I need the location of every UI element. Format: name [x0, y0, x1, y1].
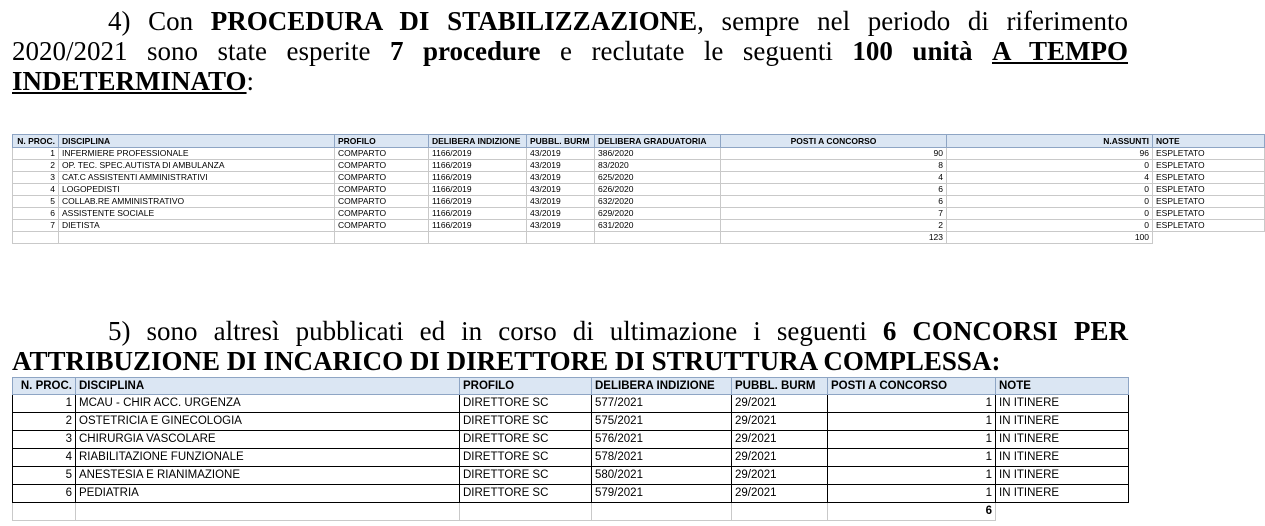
- column-header: PUBBL. BURM: [732, 378, 828, 395]
- table-header-row: [13, 378, 1129, 395]
- total-assunti-cell: 100: [947, 232, 1153, 244]
- table-cell: 0: [947, 160, 1153, 172]
- table-cell: COMPARTO: [335, 148, 429, 160]
- table-cell: IN ITINERE: [996, 431, 1129, 449]
- table-cell: 5: [13, 196, 59, 208]
- column-header: DELIBERA INDIZIONE: [429, 135, 527, 148]
- table-cell: 632/2020: [595, 196, 721, 208]
- table-cell: IN ITINERE: [996, 467, 1129, 485]
- table-cell: 0: [947, 220, 1153, 232]
- table-cell: COLLAB.RE AMMINISTRATIVO: [59, 196, 335, 208]
- column-header: DELIBERA GRADUATORIA: [595, 135, 721, 148]
- table-cell: 5: [13, 467, 76, 485]
- table-cell: RIABILITAZIONE FUNZIONALE: [76, 449, 460, 467]
- table-cell: ESPLETATO: [1153, 196, 1265, 208]
- table-cell: 580/2021: [592, 467, 732, 485]
- table-cell: OP. TEC. SPEC.AUTISTA DI AMBULANZA: [59, 160, 335, 172]
- table-cell: 29/2021: [732, 467, 828, 485]
- column-header: NOTE: [1153, 135, 1265, 148]
- table-cell: DIRETTORE SC: [460, 449, 592, 467]
- table-cell: DIRETTORE SC: [460, 467, 592, 485]
- table-cell: DIRETTORE SC: [460, 431, 592, 449]
- table-cell: COMPARTO: [335, 172, 429, 184]
- table-cell: ESPLETATO: [1153, 172, 1265, 184]
- table-cell: ASSISTENTE SOCIALE: [59, 208, 335, 220]
- table-cell: 83/2020: [595, 160, 721, 172]
- table-cell: 1: [828, 413, 996, 431]
- totals-row: [13, 232, 1265, 244]
- table-cell: 43/2019: [527, 148, 595, 160]
- table-cell: 6: [721, 184, 947, 196]
- section-4-paragraph: 4) Con PROCEDURA DI STABILIZZAZIONE, sempre nel periodo di riferimento 2020/2021 sono state esperite 7 procedure e reclutate le seguenti 100 unità A TEMPO INDETERMINATO:: [12, 6, 1129, 96]
- table-cell: 1166/2019: [429, 184, 527, 196]
- table-cell: 43/2019: [527, 160, 595, 172]
- table-row: [13, 449, 1129, 467]
- table-cell: IN ITINERE: [996, 485, 1129, 503]
- table-cell: 29/2021: [732, 395, 828, 413]
- column-header: DISCIPLINA: [76, 378, 460, 395]
- table-cell: 43/2019: [527, 220, 595, 232]
- section-5-paragraph: 5) sono altresì pubblicati ed in corso di ultimazione i seguenti 6 CONCORSI PER ATTRIBUZIONE DI INCARICO DI DIRETTORE DI STRUTTURA COMPLESSA:: [12, 316, 1128, 376]
- table-cell: DIRETTORE SC: [460, 485, 592, 503]
- table-cell: COMPARTO: [335, 160, 429, 172]
- column-header: POSTI A CONCORSO: [828, 378, 996, 395]
- table-cell: [460, 503, 592, 521]
- table-cell: 29/2021: [732, 449, 828, 467]
- table-cell: [59, 232, 335, 244]
- column-header: PROFILO: [460, 378, 592, 395]
- table-cell: [592, 503, 732, 521]
- table-cell: INFERMIERE PROFESSIONALE: [59, 148, 335, 160]
- table-cell: 4: [13, 184, 59, 196]
- table-cell: 575/2021: [592, 413, 732, 431]
- table-cell: 96: [947, 148, 1153, 160]
- column-header: DISCIPLINA: [59, 135, 335, 148]
- table-cell: 7: [721, 208, 947, 220]
- table-row: [13, 184, 1265, 196]
- column-header: NOTE: [996, 378, 1129, 395]
- table-cell: ESPLETATO: [1153, 208, 1265, 220]
- table-cell: 1: [13, 148, 59, 160]
- table-cell: 0: [947, 208, 1153, 220]
- table-cell: 2: [13, 160, 59, 172]
- table-cell: 7: [13, 220, 59, 232]
- director-contests-table: [12, 377, 1129, 521]
- table-cell: 3: [13, 431, 76, 449]
- table-row: [13, 431, 1129, 449]
- table-cell: DIRETTORE SC: [460, 413, 592, 431]
- table-cell: 6: [13, 208, 59, 220]
- table-row: [13, 196, 1265, 208]
- table-cell: 629/2020: [595, 208, 721, 220]
- table-cell: PEDIATRIA: [76, 485, 460, 503]
- table-cell: 1: [828, 395, 996, 413]
- table-row: [13, 395, 1129, 413]
- column-header: POSTI A CONCORSO: [721, 135, 947, 148]
- table-cell: CHIRURGIA VASCOLARE: [76, 431, 460, 449]
- table-cell: [13, 503, 76, 521]
- table-cell: 3: [13, 172, 59, 184]
- table-cell: 1: [13, 395, 76, 413]
- table-cell: ANESTESIA E RIANIMAZIONE: [76, 467, 460, 485]
- table-cell: 1166/2019: [429, 196, 527, 208]
- table-cell: 6: [13, 485, 76, 503]
- table-cell: 43/2019: [527, 184, 595, 196]
- table-cell: 386/2020: [595, 148, 721, 160]
- total-posti-cell: 123: [721, 232, 947, 244]
- table-cell: IN ITINERE: [996, 413, 1129, 431]
- table-cell: 1166/2019: [429, 160, 527, 172]
- table-cell: 90: [721, 148, 947, 160]
- table-header-row: [13, 135, 1265, 148]
- table-cell: [527, 232, 595, 244]
- table-row: [13, 148, 1265, 160]
- column-header: N.ASSUNTI: [947, 135, 1153, 148]
- table-cell: COMPARTO: [335, 220, 429, 232]
- table-cell: [595, 232, 721, 244]
- table-cell: ESPLETATO: [1153, 148, 1265, 160]
- table-cell: 43/2019: [527, 196, 595, 208]
- table-cell: [732, 503, 828, 521]
- table-row: [13, 220, 1265, 232]
- table-cell: 8: [721, 160, 947, 172]
- table-cell: 0: [947, 184, 1153, 196]
- table-cell: 43/2019: [527, 208, 595, 220]
- table-cell: [996, 503, 1129, 521]
- table-cell: 4: [13, 449, 76, 467]
- table-cell: 631/2020: [595, 220, 721, 232]
- table-cell: 2: [721, 220, 947, 232]
- table-cell: 1166/2019: [429, 208, 527, 220]
- table-cell: 1: [828, 485, 996, 503]
- table-cell: 579/2021: [592, 485, 732, 503]
- table-cell: 29/2021: [732, 431, 828, 449]
- table-cell: 1: [828, 431, 996, 449]
- table-cell: CAT.C ASSISTENTI AMMINISTRATIVI: [59, 172, 335, 184]
- table-row: [13, 413, 1129, 431]
- table-cell: IN ITINERE: [996, 395, 1129, 413]
- table-row: [13, 208, 1265, 220]
- table-cell: 2: [13, 413, 76, 431]
- table-cell: [1153, 232, 1265, 244]
- table-cell: ESPLETATO: [1153, 184, 1265, 196]
- table-row: [13, 485, 1129, 503]
- table-cell: 29/2021: [732, 413, 828, 431]
- table-cell: ESPLETATO: [1153, 220, 1265, 232]
- column-header: PROFILO: [335, 135, 429, 148]
- table-cell: [429, 232, 527, 244]
- table-cell: [335, 232, 429, 244]
- table-cell: 577/2021: [592, 395, 732, 413]
- table-cell: 1166/2019: [429, 172, 527, 184]
- table-cell: 1: [828, 449, 996, 467]
- table-cell: 29/2021: [732, 485, 828, 503]
- table-cell: 43/2019: [527, 172, 595, 184]
- table-row: [13, 160, 1265, 172]
- column-header: PUBBL. BURM: [527, 135, 595, 148]
- table-cell: ESPLETATO: [1153, 160, 1265, 172]
- table-cell: 576/2021: [592, 431, 732, 449]
- table-row: [13, 467, 1129, 485]
- table-cell: [13, 232, 59, 244]
- table-cell: MCAU - CHIR ACC. URGENZA: [76, 395, 460, 413]
- table-cell: 0: [947, 196, 1153, 208]
- table-cell: 4: [721, 172, 947, 184]
- table-cell: [76, 503, 460, 521]
- table-cell: 1: [828, 467, 996, 485]
- table-cell: 578/2021: [592, 449, 732, 467]
- table-cell: DIETISTA: [59, 220, 335, 232]
- table-cell: COMPARTO: [335, 184, 429, 196]
- table-cell: IN ITINERE: [996, 449, 1129, 467]
- column-header: N. PROC.: [13, 135, 59, 148]
- table-cell: OSTETRICIA E GINECOLOGIA: [76, 413, 460, 431]
- table-cell: 6: [721, 196, 947, 208]
- table-cell: 1166/2019: [429, 148, 527, 160]
- column-header: DELIBERA INDIZIONE: [592, 378, 732, 395]
- column-header: N. PROC.: [13, 378, 76, 395]
- totals-row: [13, 503, 1129, 521]
- table-row: [13, 172, 1265, 184]
- table-cell: 625/2020: [595, 172, 721, 184]
- stabilization-table: [12, 134, 1265, 244]
- total-posti-cell: 6: [828, 503, 996, 521]
- table-cell: DIRETTORE SC: [460, 395, 592, 413]
- table-cell: 1166/2019: [429, 220, 527, 232]
- table-cell: COMPARTO: [335, 196, 429, 208]
- table-cell: LOGOPEDISTI: [59, 184, 335, 196]
- table-cell: 4: [947, 172, 1153, 184]
- table-cell: 626/2020: [595, 184, 721, 196]
- table-cell: COMPARTO: [335, 208, 429, 220]
